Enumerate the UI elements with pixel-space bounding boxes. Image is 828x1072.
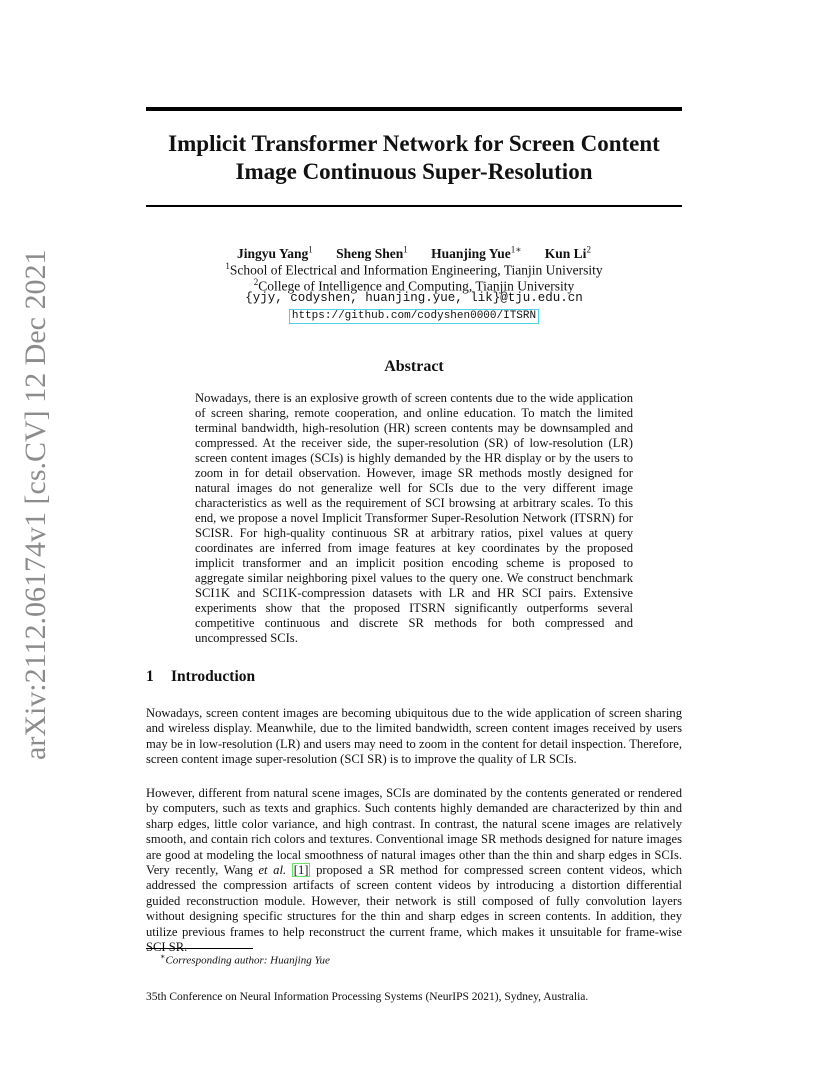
affiliation-1: $^1$School of Electrical and Information Engineering, Tianjin University (225, 261, 603, 278)
conference-note: 35th Conference on Neural Information Processing Systems (NeurIPS 2021), Sydney, Australia. (146, 991, 589, 1003)
arxiv-identifier: arXiv:2112.06174v1 [cs.CV] 12 Dec 2021 (19, 249, 52, 760)
author: Jingyu Yang$^1$ (237, 244, 313, 261)
author-emails: {yjy, codyshen, huanjing.yue, lik}@tju.edu.cn (245, 291, 583, 305)
footnote-rule (146, 948, 253, 949)
section-title: Introduction (171, 668, 256, 685)
intro-paragraph-1: Nowadays, screen content images are becoming ubiquitous due to the wide application of screen sharing and wireless display. Meanwhile, due to the limited bandwidth, screen content images received by users may be in low-resolution (LR) and users may need to zoom in the content for detail inspection. Therefore, screen content image super-resolution (SCI SR) is to improve the quality of LR SCIs. (146, 706, 682, 767)
repo-link-row (146, 306, 682, 324)
top-rule (146, 107, 682, 111)
author: Kun Li$^2$ (544, 244, 591, 261)
author: Sheng Shen$^1$ (336, 244, 408, 261)
title-line-2: Image Continuous Super-Resolution (235, 159, 593, 184)
paper-title (146, 130, 682, 186)
title-line-1: Implicit Transformer Network for Screen Content (168, 131, 660, 156)
citation-link[interactable]: [1] (293, 863, 309, 878)
author: Huanjing Yue$^{1∗}$ (431, 244, 522, 261)
section-number: 1 (146, 668, 154, 685)
footnote: ∗Corresponding author: Huanjing Yue (160, 952, 330, 967)
affiliation-2: $^2$College of Intelligence and Computing, Tianjin University (253, 277, 575, 294)
repo-link[interactable]: https://github.com/codyshen0000/ITSRN (289, 309, 539, 324)
title-bottom-rule (146, 205, 682, 207)
et-al: et al. (258, 863, 287, 878)
abstract-heading: Abstract (384, 358, 444, 375)
abstract-text: Nowadays, there is an explosive growth of screen contents due to the wide application of screen sharing, remote cooperation, and online education. To match the limited terminal bandwidth, high-resolution (HR) screen contents may be downsampled and compressed. At the receiver side, the super-resolution (SR) of low-resolution (LR) screen content images (SCIs) is highly demanded by the HR display or by the users to zoom in for detail observation. However, image SR methods mostly designed for natural images do not generalize well for SCIs due to the very different image characteristics as well as the requirement of SCI browsing at arbitrary scales. To this end, we propose a novel Implicit Transformer Super-Resolution Network (ITSRN) for SCISR. For high-quality continuous SR at arbitrary ratios, pixel values at query coordinates are inferred from image features at key coordinates by the proposed implicit transformer and an implicit position encoding scheme is proposed to aggregate similar neighboring pixel values to the query one. We construct benchmark SCI1K and SCI1K-compression datasets with LR and HR SCI pairs. Extensive experiments show that the proposed ITSRN significantly outperforms several competitive continuous and discrete SR methods for both compressed and uncompressed SCIs. (195, 391, 633, 645)
intro-paragraph-2: However, different from natural scene images, SCIs are dominated by the contents generated or rendered by computers, such as texts and graphics. Such contents highly demanded are characterized by thin and sharp edges, little color variance, and high contrast. In contrast, the natural scene images are relatively smooth, and contain rich colors and textures. Conventional image SR methods designed for nature images are good at modeling the local smoothness of natural images other than the thin and sharp edges in SCIs. Very recently, Wang et al. [1] proposed a SR method for compressed screen content videos, which addressed the compression artifacts of screen content videos by introducing a distortion differential guided reconstruction module. However, their network is still composed of fully convolution layers without designing specific structures for the thin and sharp edges in screen contents. In addition, they utilize previous frames to help reconstruct the current frame, which makes it unsuitable for frame-wise (146, 786, 683, 939)
section-heading (146, 668, 255, 686)
